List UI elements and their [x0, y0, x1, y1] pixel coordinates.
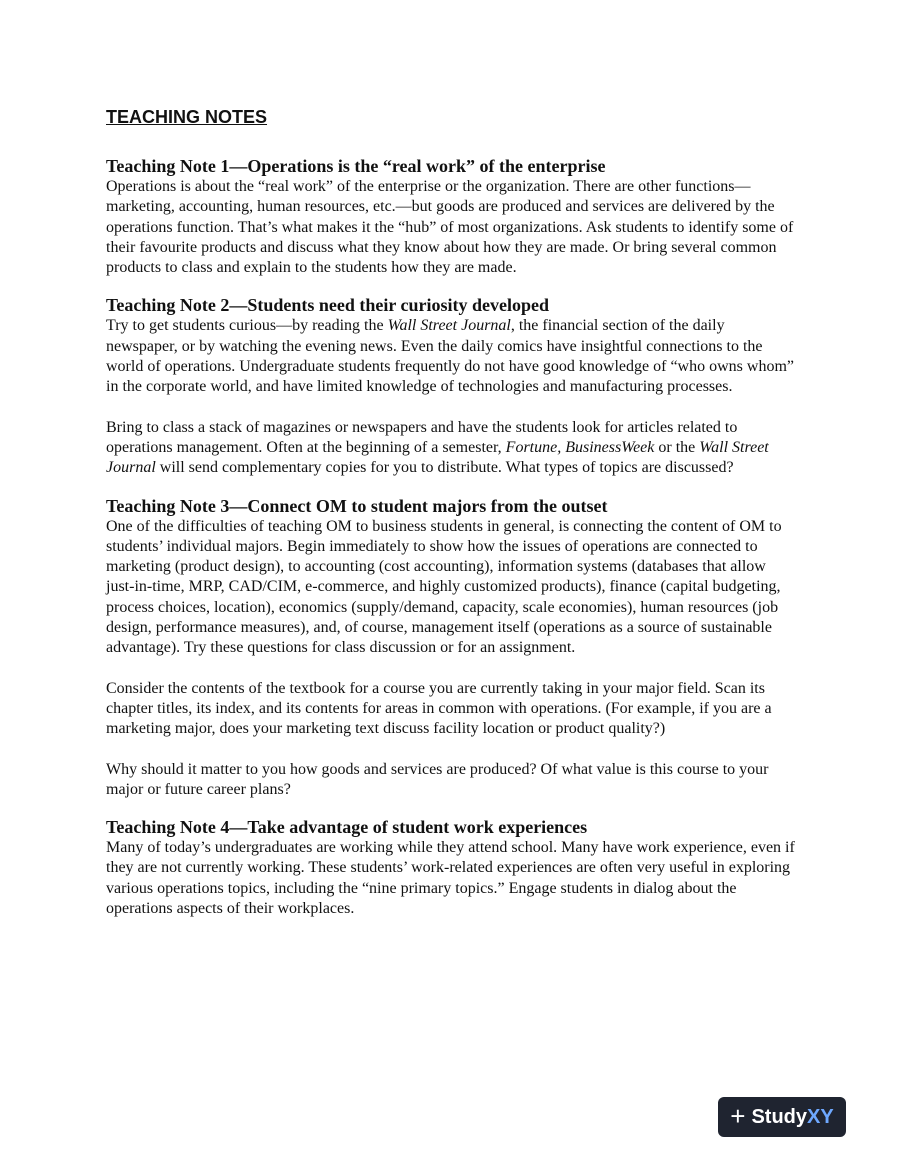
note-paragraph [106, 838, 796, 919]
italic-text: Wall Street Journal [106, 438, 769, 477]
teaching-note [106, 816, 796, 919]
note-paragraph [106, 517, 796, 659]
italic-text: Wall Street Journal [387, 317, 511, 335]
note-heading: Teaching Note 3—Connect OM to student majors from the outset [106, 495, 608, 516]
note-paragraph [106, 418, 796, 479]
text-run: Why should it matter to you how goods and services are produced? Of what value is this course to your major or future career plans? [106, 760, 769, 798]
text-run: will send complementary copies for you to distribute. What types of topics are discussed? [155, 459, 734, 477]
text-run: , the financial section of the daily newspaper, or by watching the evening news. Even the daily comics have insightful connections to the world of operations. Undergraduate students frequently do not have good knowledge of “who owns whom” in the corporate world, and have limited knowledge of technologies and manufacturing processes. [106, 317, 794, 396]
plus-icon: + [730, 1101, 746, 1131]
brand-main: Study [751, 1105, 808, 1128]
italic-text: Fortune, BusinessWeek [505, 438, 655, 456]
document-page [106, 106, 796, 935]
text-run: or the [654, 438, 700, 456]
note-paragraph [106, 316, 796, 397]
text-run: Try to get students curious—by reading the [106, 317, 388, 335]
note-heading: Teaching Note 4—Take advantage of student work experiences [106, 817, 588, 838]
document-title: TEACHING NOTES [106, 107, 268, 127]
teaching-note [106, 155, 796, 278]
note-paragraph [106, 177, 796, 278]
note-paragraph [106, 679, 796, 740]
brand-accent: XY [807, 1105, 834, 1128]
note-heading: Teaching Note 1—Operations is the “real work” of the enterprise [106, 156, 606, 176]
text-run: One of the difficulties of teaching OM to business students in general, is connecting the content of OM to students’ individual majors. Begin immediately to show how the issues of operations are connected to marketing (product design), to accounting (cost accounting), information systems (databases that allow just-in-time, MRP, CAD/CIM, e-commerce, and highly customized products), finance (capital budgeting, process choices, location), economics (supply/demand, capacity, scale economies), human resources (job design, performance measures), and, of course, management itself (operations as a source of sustainable advantage). Try these questions for class discussion or for an assignment. [106, 517, 782, 657]
teaching-note [106, 495, 796, 801]
text-run: Consider the contents of the textbook for a course you are currently taking in your major field. Scan its chapter titles, its index, and its contents for areas in common with operations. (For example, if you are a marketing major, does your marketing text discuss facility location or product quality?) [106, 679, 772, 738]
text-run: Operations is about the “real work” of the enterprise or the organization. There are other functions—marketing, accounting, human resources, etc.—but goods are produced and services are delivered by the operations function. That’s what makes it the “hub” of most organizations. Ask students to identify some of their favourite products and discuss what they know about how they are made. Or bring several common products to class and explain to the students how they are made. [106, 178, 794, 277]
notes-container [106, 155, 796, 919]
text-run: Many of today’s undergraduates are working while they attend school. Many have work experience, even if they are not currently working. These students’ work-related experiences are often very useful in exploring various operations topics, including the “nine primary topics.” Engage students in dialog about the operations aspects of their workplaces. [106, 839, 795, 918]
studyxy-badge[interactable] [718, 1097, 846, 1137]
note-heading: Teaching Note 2—Students need their curiosity developed [106, 295, 550, 316]
note-paragraph [106, 760, 796, 801]
text-run: Bring to class a stack of magazines or newspapers and have the students look for articles related to operations management. Often at the beginning of a semester, [106, 418, 738, 456]
teaching-note [106, 294, 796, 478]
